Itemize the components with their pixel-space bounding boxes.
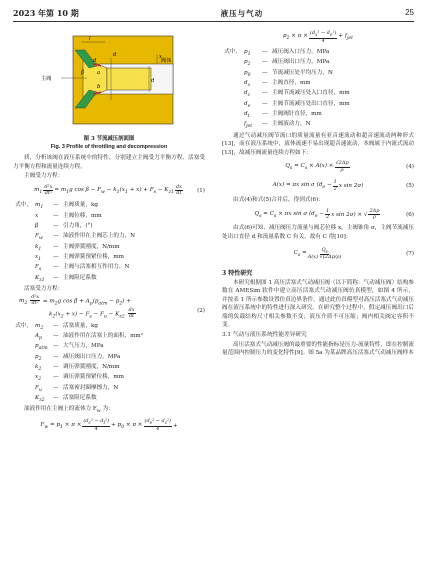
definitions-2 xyxy=(13,322,205,405)
eq4-number: (4) xyxy=(406,164,414,171)
main-force-heading: 主阀受力方程： xyxy=(24,173,64,179)
combine-paragraph: 由式(4)和式(5)合并后，得到式(6)： xyxy=(233,196,324,203)
definition-row: $d_c$ — 主阀节流减压处入口直径，mm xyxy=(244,90,350,99)
diff-paragraph: 高压活塞式气动减压阀的最重要的性能指标是压力-流量特性，即在控制流量范围内控制压力的变化特性[9]。图 5a 为某品牌高压活塞式气动减压阀样本 xyxy=(222,341,414,357)
b-label: b xyxy=(97,84,101,90)
flow-paragraph: 通过气动减压阀节流口的质量流量有亚音速流动和超音速流动两种形式[13]，而在液压系统中，液体流速不易出现超音速流动，本阀属于内流式流动[13]，故减压阀流量连续方程如下： xyxy=(222,132,414,156)
lx-label: l xyxy=(89,36,91,42)
figure-3 xyxy=(13,28,205,132)
subsection-3-1-heading: 3.1 气动与液压系统性能差异研究 xyxy=(222,332,307,339)
eq6-number: (6) xyxy=(406,211,414,218)
equation-6: $Q_s = C_s \times \pi x$ sin σ ($d_e$ − $\frac{1}{2}$ x sin 2σ) × √ $\frac{2\Delta p}{\rho}$ (6) xyxy=(254,207,414,221)
analysis-paragraph: 由式(6)可知，减压阀压力流量与阀芯位移 x，主阀锥角 σ，主阀节流减压处出口直径 d 和流量系数 C 有关，故有 C 得[10]： xyxy=(222,225,414,240)
definition-row: x — 主阀位移，mm xyxy=(35,212,102,219)
section-3-heading: 3 特性研究 xyxy=(222,270,253,278)
definition-row: $p_2$ — 减压阀出口压力，MPa xyxy=(244,59,330,68)
de-label: d xyxy=(113,52,117,58)
equation-1: $m_1$ $\frac{\text{d²x}}{\text{dt²}}$ = $m_1g$ $\cos \beta - F_w - k_1(x_1 + x) + F_s - K_{z1}$ $\frac{dx}{dt}$ (1) xyxy=(34,183,205,197)
throttling-profile-diagram xyxy=(41,28,183,132)
definition-row: $K_{z1}$ — 主阀阻尼系数 xyxy=(35,274,97,283)
definition-row: $F_w$ — 油液作用在主阀芯上的力，N xyxy=(35,233,136,242)
definition-row: 式中， $p_1$ — 减压阀入口压力，MPa xyxy=(224,49,330,58)
definition-row: $k_1$ — 主阀弹簧刚度，N/mm xyxy=(35,243,120,252)
definition-row: $F_s$ — 主阀与活塞相互作用力，N xyxy=(35,264,130,273)
figure-caption-cn: 图 3 节流减压剖面图 xyxy=(83,136,135,142)
intro-paragraph: 质，分析该阀在液压系统中的特性，分别建立主阀受力平衡方程、活塞受力平衡方程和流量连续方程。 xyxy=(13,155,205,170)
definition-row: 式中， $m_1$ — 主阀质量，kg xyxy=(13,201,205,211)
definition-row: $d_e$ — 主阀节流减压处出口直径，mm xyxy=(244,100,350,109)
figure-caption-en: Fig. 3 Profile of throttling and decompression xyxy=(50,144,168,151)
definition-row: $p_2$ — 减压阀出口压力，MPa xyxy=(35,353,121,362)
definition-row: $p_0$ — 节流减压处平均压力，N xyxy=(244,69,333,78)
definition-row: $k_2$ — 调压弹簧刚度，N/mm xyxy=(35,363,120,373)
definition-row: $F_u$ — 活塞密封圈摩擦力，N xyxy=(35,384,119,393)
definition-row: $x_2$ — 调压弹簧预紧位移，mm xyxy=(35,374,124,383)
page-header xyxy=(13,8,414,22)
definition-row: $K_{z2}$ — 活塞阻尼系数 xyxy=(35,394,97,404)
eq1-number: (1) xyxy=(197,187,205,194)
study-paragraph: 本研究根据图 1 高压活塞式气动减压阀（以下简称：气动减压阀）结构参数在 AMESim 软件中建立高压活塞式气动减压阀仿真模型，如图 4 所示，并按表 1 所示参数设置仿真边界条件，通过此仿真模型对高压活塞式气动减压阀在液压系统中的特性进行深入研究。在研究整个过程中，假定减压阀出口后端的负载结构尺寸相关参数不变；液压介质不可压缩；阀内相关阀定容积不变。 xyxy=(222,280,414,329)
dc-label: d xyxy=(93,58,97,64)
main-valve-label: 主阀 xyxy=(41,76,52,82)
definitions-lead: 式中， xyxy=(15,202,32,209)
left-column xyxy=(13,28,205,435)
definition-row: $p_{atm}$ — 大气压力，MPa xyxy=(35,343,104,352)
page-number: 25 xyxy=(405,8,414,17)
definition-row: $d_x$ — 主阀直径，mm xyxy=(244,80,311,89)
equation-5: A(x) = πx sin σ ($d_e$ − $\frac{1}{2}$ x sin 2σ) (5) xyxy=(272,179,414,192)
definitions-1 xyxy=(13,201,205,284)
dx-label: d xyxy=(151,78,155,84)
eq7-number: (7) xyxy=(406,250,414,257)
a-label: a xyxy=(97,70,101,76)
main-valve-stem xyxy=(107,68,151,90)
definition-row: $f_{jet}$ — 主阀液动力，N xyxy=(244,121,311,130)
valve-body-label: 阀体 xyxy=(161,58,172,64)
journal-title: 液压与气动 xyxy=(220,8,264,18)
definition-row: 式中， $m_2$ — 活塞质量，kg xyxy=(15,322,98,331)
fw-intro: 油液作用在主阀上的流体力 $F_w$ 为： xyxy=(24,406,114,415)
definitions-3 xyxy=(222,48,414,131)
piston-heading: 活塞受力方程： xyxy=(24,286,64,293)
definition-row: $x_1$ — 主阀弹簧预紧位移，mm xyxy=(35,254,124,263)
definition-row: $A_p$ — 油液作用在活塞上的面积，mm² xyxy=(35,332,143,341)
equation-7: $C_s$ = $\frac{Q_s}{A(x) √(2\Delta p/\rho)}$ (7) xyxy=(293,246,414,261)
equation-3b: $p_2 \times \pi$ × $\frac{(d_x^2 - d_e^2)}{4}$ + $f_{jet}$ xyxy=(282,29,354,44)
equation-2: $m_2$ $\frac{\text{d²x}}{\text{dt²}}$ = $m_2g$ $\cos \beta + A_p(p_{atm} - p_2)$ + $k_2(x_2 + x) - F_s - F_u - K_{z2}$ $\frac{dx}{dt}$ (2) xyxy=(19,293,205,320)
equation-4: $Q_s = C_s \times A(x)$ × $\frac{√2\Delta p}{\rho}$ (4) xyxy=(285,160,414,173)
x-label: x xyxy=(159,54,162,60)
issue-label: 2023 年第 10 期 xyxy=(13,8,79,18)
right-column xyxy=(222,28,414,359)
equation-3a: $F_w = p_1 \times \pi$ × $\frac{(d_c^2 - d_t^2)}{4}$ + $p_0 \times \pi$ × $\frac{(d_e^2 - d_c^2)}{4}$ + xyxy=(40,418,178,432)
eq2-number: (2) xyxy=(197,307,205,314)
beta-label: β xyxy=(81,70,84,76)
eq5-number: (5) xyxy=(406,183,414,190)
definition-row: β — 引力角，(°) xyxy=(35,223,93,230)
definition-row: $d_t$ — 主阀阀针直径，mm xyxy=(244,111,322,120)
